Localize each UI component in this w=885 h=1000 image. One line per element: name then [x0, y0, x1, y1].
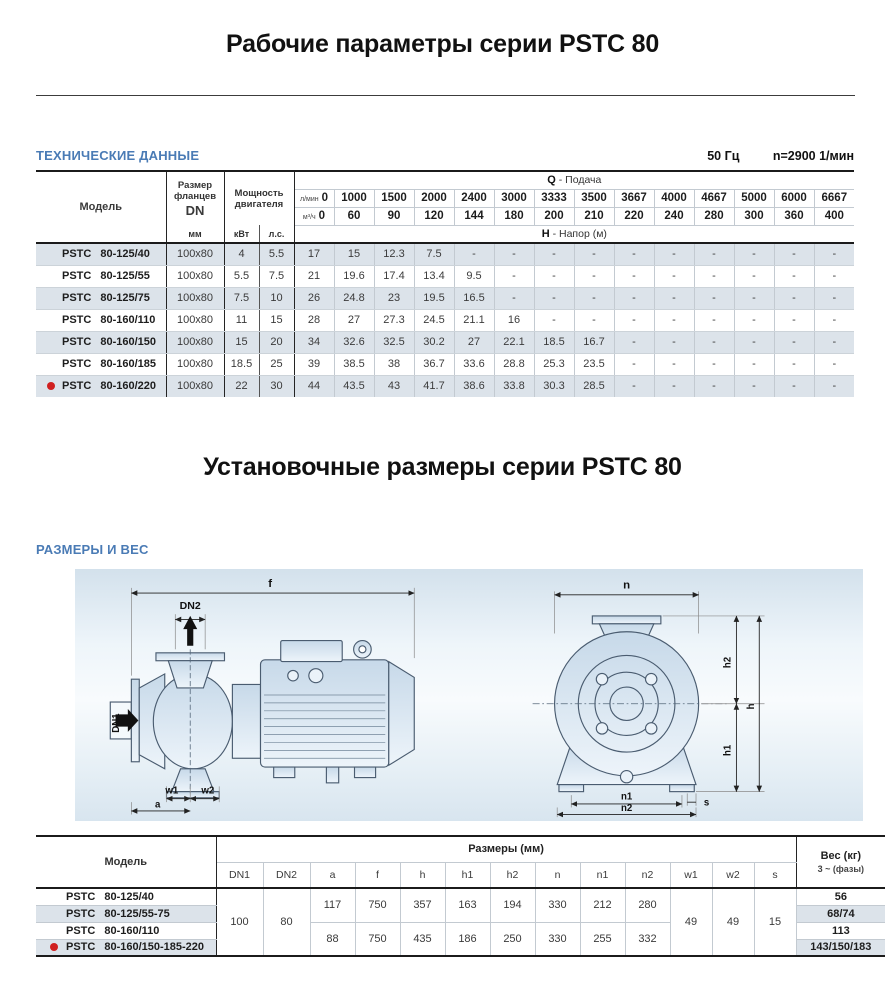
flange-size: 100x80	[166, 265, 224, 287]
head-value: 27	[334, 309, 374, 331]
head-value: 33.8	[494, 375, 534, 397]
model-cell	[36, 265, 166, 287]
head-value: -	[574, 243, 614, 265]
head-value: 32.5	[374, 331, 414, 353]
head-value: -	[694, 309, 734, 331]
power-kw: 22	[224, 375, 259, 397]
dim-col-header: DN1	[216, 862, 263, 888]
dn2-value: 80	[263, 888, 310, 956]
dim-col-header: n	[535, 862, 580, 888]
dims-table-body	[36, 888, 885, 956]
flange-size: 100x80	[166, 331, 224, 353]
flange-label-line1: Размер	[177, 179, 213, 191]
model-cell	[36, 939, 216, 956]
head-value: 38.5	[334, 353, 374, 375]
head-value: -	[814, 243, 854, 265]
q-lmin-value: 1000	[334, 189, 374, 207]
flange-size: 100x80	[166, 309, 224, 331]
q-m3h-value: 60	[334, 207, 374, 225]
weight-value: 143/150/183	[796, 939, 885, 956]
head-value: -	[774, 375, 814, 397]
dims-row	[36, 888, 885, 905]
head-value: -	[774, 331, 814, 353]
head-value: 18.5	[534, 331, 574, 353]
dims-weight-header	[796, 836, 885, 888]
dim-w2: 49	[712, 888, 754, 956]
pump-drawings	[75, 569, 863, 821]
dim-label-w1: w1	[165, 785, 179, 797]
tech-section-head	[36, 148, 854, 163]
q-lmin-value: 6000	[774, 189, 814, 207]
dim-label-h: h	[745, 703, 757, 710]
head-value: -	[774, 309, 814, 331]
power-kw: 4	[224, 243, 259, 265]
head-value: 43.5	[334, 375, 374, 397]
head-value: 17	[294, 243, 334, 265]
weight-label: Вес (кг)	[820, 850, 862, 862]
head-value: 44	[294, 375, 334, 397]
flange-label-line2: фланцев	[173, 190, 217, 202]
pump-row	[36, 265, 854, 287]
head-value: 28.8	[494, 353, 534, 375]
col-header-flange	[166, 171, 224, 225]
dim-col-header: h2	[490, 862, 535, 888]
dim-n2: 332	[625, 922, 670, 956]
head-value: 25.3	[534, 353, 574, 375]
power-label-line1: Мощность	[234, 187, 284, 199]
dim-h2: 194	[490, 888, 535, 922]
dims-section-head	[36, 542, 854, 557]
head-value: 28.5	[574, 375, 614, 397]
col-header-power	[224, 171, 294, 225]
dim-n1: 255	[580, 922, 625, 956]
power-hp: 5.5	[259, 243, 294, 265]
q-m3h-value: 144	[454, 207, 494, 225]
head-value: -	[574, 265, 614, 287]
head-value: 9.5	[454, 265, 494, 287]
q-lmin-value: 3500	[574, 189, 614, 207]
power-kw: 11	[224, 309, 259, 331]
q-m3h-value: 360	[774, 207, 814, 225]
tech-section-title: ТЕХНИЧЕСКИЕ ДАННЫЕ	[36, 148, 200, 163]
model-cell	[36, 888, 216, 905]
power-hp: 15	[259, 309, 294, 331]
dim-label-f: f	[268, 577, 273, 590]
model-cell	[36, 243, 166, 265]
install-title: Установочные размеры серии PSTC 80	[203, 453, 682, 481]
pump-row	[36, 287, 854, 309]
pump-row	[36, 331, 854, 353]
head-value: -	[814, 287, 854, 309]
dn2-flow-arrow	[183, 616, 197, 646]
dim-label-w2: w2	[201, 785, 215, 797]
head-value: -	[774, 353, 814, 375]
dim-label-s: s	[703, 797, 710, 809]
q-m3h-zero: 0	[318, 210, 326, 222]
head-value: -	[534, 309, 574, 331]
pump-row	[36, 375, 854, 397]
pump-side-view	[105, 572, 474, 818]
head-value: -	[574, 287, 614, 309]
power-hp: 30	[259, 375, 294, 397]
dim-label-h1: h1	[722, 744, 734, 756]
head-value: -	[774, 265, 814, 287]
model-code: 80-125/55-75	[104, 907, 170, 920]
dims-col-model: Модель	[36, 836, 216, 888]
head-value: -	[734, 375, 774, 397]
dimensions-table	[36, 835, 885, 957]
model-code: 80-125/75	[100, 292, 150, 304]
head-value: -	[654, 375, 694, 397]
q-lmin-value: 2400	[454, 189, 494, 207]
q-lmin-value: 4667	[694, 189, 734, 207]
model-cell	[36, 287, 166, 309]
head-value: -	[734, 287, 774, 309]
head-value: -	[734, 265, 774, 287]
head-value: -	[494, 243, 534, 265]
dim-n: 330	[535, 888, 580, 922]
flange-size: 100x80	[166, 353, 224, 375]
head-value: -	[734, 331, 774, 353]
q-m3h-value: 90	[374, 207, 414, 225]
q-symbol: Q	[547, 174, 556, 187]
head-value: 26	[294, 287, 334, 309]
q-lmin-value: 3667	[614, 189, 654, 207]
model-cell	[36, 905, 216, 922]
head-value: 30.3	[534, 375, 574, 397]
dim-h: 357	[400, 888, 445, 922]
head-value: -	[614, 265, 654, 287]
head-value: 36.7	[414, 353, 454, 375]
head-value: -	[534, 287, 574, 309]
flange-size: 100x80	[166, 287, 224, 309]
flange-mm-unit: мм	[166, 225, 224, 243]
head-value: -	[814, 353, 854, 375]
dim-f: 750	[355, 888, 400, 922]
dim-n1: 212	[580, 888, 625, 922]
model-code: 80-160/185	[100, 358, 157, 370]
dim-label-dn1: DN1	[111, 713, 123, 733]
col-header-model: Модель	[36, 171, 166, 243]
model-series: PSTC	[62, 380, 92, 393]
q-m3h-value: 200	[534, 207, 574, 225]
dim-label-n1: n1	[620, 791, 633, 803]
head-value: 32.6	[334, 331, 374, 353]
head-value: -	[614, 243, 654, 265]
head-value: -	[694, 353, 734, 375]
pump-body-side	[110, 641, 414, 798]
h-caption: - Напор (м)	[549, 227, 607, 240]
model-code: 80-125/40	[100, 248, 150, 261]
head-value: 22.1	[494, 331, 534, 353]
head-value: -	[734, 353, 774, 375]
head-value: 41.7	[414, 375, 454, 397]
q-m3h-value: 300	[734, 207, 774, 225]
dim-col-header: a	[310, 862, 355, 888]
head-value: -	[614, 287, 654, 309]
dim-label-a: a	[155, 799, 161, 811]
frequency-note	[707, 149, 854, 163]
head-value: 21	[294, 265, 334, 287]
head-value: 34	[294, 331, 334, 353]
lmin-unit-label: л/мин	[299, 196, 319, 203]
dim-a: 88	[310, 922, 355, 956]
head-value: 38.6	[454, 375, 494, 397]
dim-n2: 280	[625, 888, 670, 922]
dim-col-header: w1	[670, 862, 712, 888]
q-lmin-value: 1500	[374, 189, 414, 207]
head-value: 33.6	[454, 353, 494, 375]
q-lmin-value: 5000	[734, 189, 774, 207]
head-value: 39	[294, 353, 334, 375]
dim-h: 435	[400, 922, 445, 956]
model-series: PSTC	[62, 270, 92, 282]
pump-row	[36, 309, 854, 331]
model-cell	[36, 309, 166, 331]
dim-col-header: n2	[625, 862, 670, 888]
head-value: 23.5	[574, 353, 614, 375]
power-kw: 18.5	[224, 353, 259, 375]
q-m3h-value: 400	[814, 207, 854, 225]
model-series: PSTC	[66, 890, 96, 903]
head-value: -	[654, 265, 694, 287]
q-lmin-value: 3333	[534, 189, 574, 207]
head-value: -	[654, 287, 694, 309]
dim-w1: 49	[670, 888, 712, 956]
head-value: -	[734, 243, 774, 265]
head-value: -	[694, 265, 734, 287]
head-value: -	[734, 309, 774, 331]
q-m3h-value: 120	[414, 207, 454, 225]
power-kw: 15	[224, 331, 259, 353]
model-code: 80-125/55	[100, 270, 150, 282]
q-m3h-value: 220	[614, 207, 654, 225]
model-code: 80-125/40	[104, 890, 154, 903]
dim-label-n: n	[623, 579, 631, 592]
pump-row	[36, 243, 854, 265]
head-value: 13.4	[414, 265, 454, 287]
head-value: 7.5	[414, 243, 454, 265]
dims-table-header	[36, 836, 885, 888]
head-value: -	[814, 331, 854, 353]
model-code: 80-160/110	[104, 924, 160, 937]
pump-row	[36, 353, 854, 375]
q-m3h-value: 280	[694, 207, 734, 225]
head-value: -	[534, 265, 574, 287]
dim-col-header: DN2	[263, 862, 310, 888]
model-series: PSTC	[66, 941, 96, 954]
head-value: 21.1	[454, 309, 494, 331]
model-code: 80-160/220	[100, 380, 157, 393]
flange-dn-label: DN	[185, 202, 205, 218]
technical-data-table	[36, 170, 854, 397]
power-hp: 20	[259, 331, 294, 353]
power-hp: 7.5	[259, 265, 294, 287]
model-series: PSTC	[66, 924, 96, 937]
head-value: 27.3	[374, 309, 414, 331]
dim-a: 117	[310, 888, 355, 922]
head-value: -	[614, 375, 654, 397]
head-value: 24.8	[334, 287, 374, 309]
head-value: -	[774, 243, 814, 265]
model-code: 80-160/150-185-220	[104, 941, 205, 954]
dim-h1: 186	[445, 922, 490, 956]
head-value: -	[574, 309, 614, 331]
pump-front-view	[508, 572, 798, 818]
power-hp-unit: л.с.	[259, 225, 294, 243]
page-title: Рабочие параметры серии PSTC 80	[225, 30, 660, 58]
head-value: -	[774, 287, 814, 309]
head-value: -	[654, 331, 694, 353]
q-lmin-first-cell	[294, 189, 334, 207]
dim-h2: 250	[490, 922, 535, 956]
dim-s: 15	[754, 888, 796, 956]
model-series: PSTC	[62, 314, 92, 326]
head-value: -	[814, 309, 854, 331]
dims-section-title: РАЗМЕРЫ И ВЕС	[36, 542, 149, 557]
head-value: -	[654, 353, 694, 375]
model-series: PSTC	[62, 292, 92, 304]
weight-phases-label: 3 ~ (фазы)	[817, 864, 865, 874]
head-value: -	[534, 243, 574, 265]
q-lmin-value: 6667	[814, 189, 854, 207]
head-value: -	[694, 243, 734, 265]
tech-table-header	[36, 171, 854, 243]
model-series: PSTC	[62, 248, 92, 261]
head-value: 12.3	[374, 243, 414, 265]
h-head-header	[294, 225, 854, 243]
power-kw-unit: кВт	[224, 225, 259, 243]
weight-value: 56	[796, 888, 885, 905]
power-hp: 25	[259, 353, 294, 375]
m3h-unit-label: м³/ч	[302, 214, 316, 221]
q-lmin-value: 3000	[494, 189, 534, 207]
head-value: -	[654, 309, 694, 331]
power-kw: 7.5	[224, 287, 259, 309]
head-value: 16.7	[574, 331, 614, 353]
head-value: 30.2	[414, 331, 454, 353]
model-series: PSTC	[62, 358, 92, 370]
dim-n: 330	[535, 922, 580, 956]
q-m3h-value: 180	[494, 207, 534, 225]
q-lmin-value: 4000	[654, 189, 694, 207]
weight-value: 68/74	[796, 905, 885, 922]
flange-size: 100x80	[166, 243, 224, 265]
h-symbol: H	[541, 227, 550, 240]
head-value: -	[654, 243, 694, 265]
head-value: 19.6	[334, 265, 374, 287]
flange-size: 100x80	[166, 375, 224, 397]
title-divider	[36, 95, 855, 96]
model-series: PSTC	[66, 907, 96, 920]
head-value: 16	[494, 309, 534, 331]
power-kw: 5.5	[224, 265, 259, 287]
head-value: -	[614, 331, 654, 353]
dim-col-header: n1	[580, 862, 625, 888]
head-value: 19.5	[414, 287, 454, 309]
q-m3h-value: 210	[574, 207, 614, 225]
dim-f: 750	[355, 922, 400, 956]
head-value: 28	[294, 309, 334, 331]
q-lmin-zero: 0	[321, 192, 329, 204]
model-code: 80-160/110	[100, 314, 156, 326]
dim-col-header: h1	[445, 862, 490, 888]
head-value: -	[494, 265, 534, 287]
head-value: -	[454, 243, 494, 265]
head-value: 23	[374, 287, 414, 309]
dim-col-header: h	[400, 862, 445, 888]
q-flow-header	[294, 171, 854, 189]
model-cell	[36, 375, 166, 397]
power-label-line2: двигателя	[234, 198, 284, 210]
head-value: -	[614, 353, 654, 375]
model-cell	[36, 922, 216, 939]
dim-h1: 163	[445, 888, 490, 922]
head-value: -	[694, 331, 734, 353]
power-hp: 10	[259, 287, 294, 309]
head-value: 27	[454, 331, 494, 353]
head-value: 15	[334, 243, 374, 265]
head-value: 17.4	[374, 265, 414, 287]
model-code: 80-160/150	[100, 336, 157, 348]
highlight-dot	[47, 382, 55, 390]
head-value: 16.5	[454, 287, 494, 309]
dim-col-header: s	[754, 862, 796, 888]
model-series: PSTC	[62, 336, 92, 348]
dim-label-dn2: DN2	[179, 599, 201, 612]
dims-sizes-header: Размеры (мм)	[216, 836, 796, 862]
weight-value: 113	[796, 922, 885, 939]
head-value: 24.5	[414, 309, 454, 331]
head-value: -	[494, 287, 534, 309]
head-value: -	[814, 265, 854, 287]
head-value: -	[832, 380, 837, 393]
dim-col-header: f	[355, 862, 400, 888]
head-value: -	[694, 287, 734, 309]
head-value: 43	[374, 375, 414, 397]
q-m3h-first-cell	[294, 207, 334, 225]
dn1-value: 100	[216, 888, 263, 956]
q-m3h-value: 240	[654, 207, 694, 225]
highlight-dot	[50, 943, 58, 951]
tech-table-body	[36, 243, 854, 397]
dim-col-header: w2	[712, 862, 754, 888]
model-cell	[36, 331, 166, 353]
dim-label-n2: n2	[620, 802, 633, 814]
dim-label-h2: h2	[722, 656, 734, 669]
model-cell	[36, 353, 166, 375]
speed-value: n=2900 1/мин	[772, 149, 854, 163]
head-value: 38	[374, 353, 414, 375]
frequency-value: 50 Гц	[707, 149, 740, 163]
head-value: -	[614, 309, 654, 331]
q-caption: - Подача	[555, 174, 602, 187]
head-value: -	[694, 375, 734, 397]
q-lmin-value: 2000	[414, 189, 454, 207]
